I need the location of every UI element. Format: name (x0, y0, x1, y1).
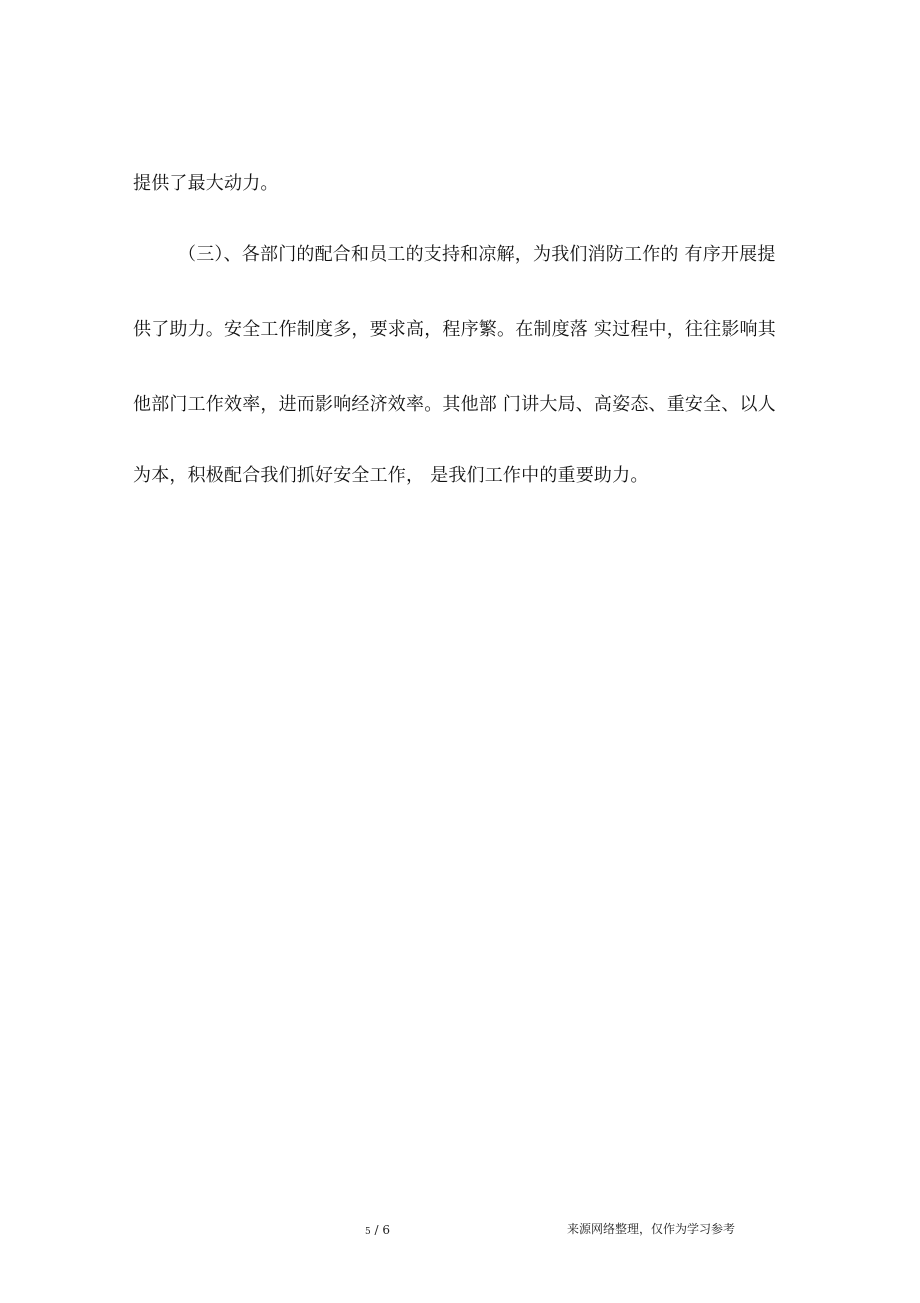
source-note: 来源网络整理，仅作为学习参考 (567, 1222, 736, 1236)
page-total: 6 (382, 1223, 391, 1237)
paragraph-line: 提供了最大动力。 (133, 173, 279, 194)
page-current: 5 (365, 1227, 371, 1237)
paragraph-line: （三）、各部门的配合和员工的支持和凉解，为我们消防工作的 有序开展提 (178, 244, 776, 265)
paragraph-line: 他部门工作效率，进而影响经济效率。其他部 门讲大局、高姿态、重安全、以人 (133, 394, 776, 415)
page-separator: / (370, 1223, 383, 1237)
paragraph-line: 供了助力。安全工作制度多，要求高，程序繁。在制度落 实过程中，往往影响其 (133, 319, 776, 340)
page-number (365, 1222, 390, 1240)
paragraph-line: 为本，积极配合我们抓好安全工作， 是我们工作中的重要助力。 (133, 465, 649, 486)
